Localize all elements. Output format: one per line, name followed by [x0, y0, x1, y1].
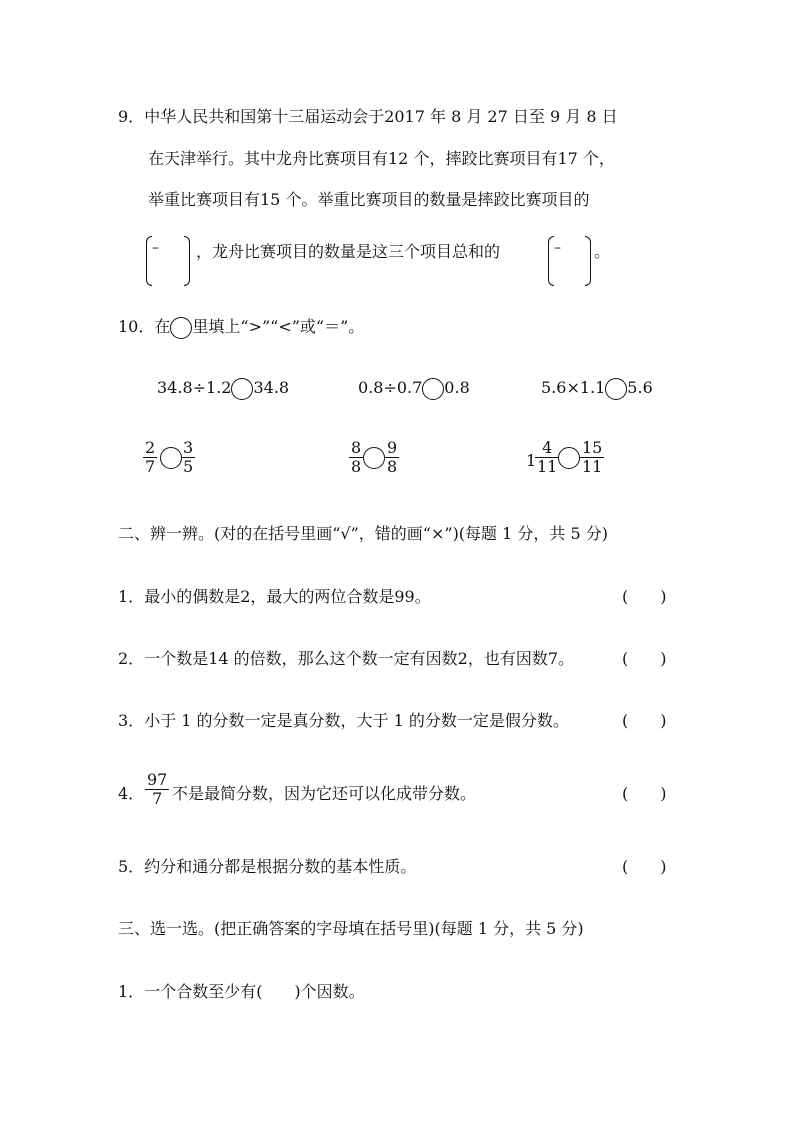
choice-item-1: 1．一个合数至少有( )个因数。 — [118, 982, 365, 1001]
q9-line1 — [118, 106, 618, 128]
fraction-right-2: $\frac{9}{8}$ — [387, 438, 398, 476]
q10-number: 10． — [118, 317, 155, 336]
q9-line3: 举重比赛项目有15 个。举重比赛项目的数量是摔跤比赛项目的 — [148, 190, 590, 209]
judge-item-1: 1．最小的偶数是2，最大的两位合数是99。 — [118, 587, 431, 606]
judge-item-4-number: 4． — [118, 784, 145, 803]
judge-item-3: 3．小于 1 的分数一定是真分数，大于 1 的分数一定是假分数。 — [118, 711, 569, 730]
section2-heading: 二、辨一辨。(对的在括号里画“√”，错的画“×”)(每题 1 分，共 5 分) — [118, 524, 608, 543]
compare-circle-6[interactable] — [558, 447, 580, 469]
answer-paren-4[interactable]: ( ) — [622, 784, 667, 803]
compare-item-3: 5.6×1.1 5.6 — [541, 377, 653, 400]
compare-circle-1[interactable] — [231, 378, 253, 400]
answer-paren-5[interactable]: ( ) — [622, 857, 667, 876]
q9-line4-end: 。 — [594, 242, 611, 261]
fraction-left-2: $\frac{8}{8}$ — [351, 438, 362, 476]
section3-heading: 三、选一选。(把正确答案的字母填在括号里)(每题 1 分，共 5 分) — [118, 919, 584, 938]
q9-line4: ，龙舟比赛项目的数量是这三个项目总和的 — [196, 242, 501, 261]
q9-line2: 在天津举行。其中龙舟比赛项目有12 个，摔跤比赛项目有17 个， — [148, 149, 615, 168]
compare-circle-4[interactable] — [160, 447, 182, 469]
q10-line: 10．在 里填上“>”“<”或“＝”。 — [118, 316, 364, 339]
q9-text-1: 中华人民共和国第十三届运动会于2017 年 8 月 27 日至 9 月 8 日 — [144, 107, 618, 126]
answer-paren-3[interactable]: ( ) — [622, 711, 667, 730]
judge-item-4: 不是最简分数，因为它还可以化成带分数。 — [172, 784, 477, 803]
answer-paren-2[interactable]: ( ) — [622, 649, 667, 668]
judge-item-5: 5．约分和通分都是根据分数的基本性质。 — [118, 857, 417, 876]
fraction-left-1: $\frac{2}{7}$ — [145, 438, 156, 476]
compare-item-2: 0.8÷0.7 0.8 — [358, 377, 470, 400]
compare-circle-3[interactable] — [605, 378, 627, 400]
compare-circle-2[interactable] — [422, 378, 444, 400]
fraction-blank-mark: – — [152, 240, 159, 256]
fraction-blank-right-bracket — [184, 236, 190, 286]
fraction-blank2-right-bracket — [585, 236, 591, 286]
answer-paren-1[interactable]: ( ) — [622, 587, 667, 606]
fraction-right-3: $\frac{15}{11}$ — [582, 438, 603, 476]
judge-item-4-fraction: $\frac{97}{7}$ — [147, 770, 168, 808]
compare-circle-5[interactable] — [363, 447, 385, 469]
fraction-left-3: $\frac{4}{11}$ — [537, 438, 558, 476]
fraction-right-1: $\frac{3}{5}$ — [183, 438, 194, 476]
compare-item-1: 34.8÷1.2 34.8 — [157, 377, 289, 400]
fraction-blank2-mark: – — [554, 240, 561, 256]
compare-circle-icon[interactable] — [170, 317, 192, 339]
judge-item-2: 2．一个数是14 的倍数，那么这个数一定有因数2，也有因数7。 — [118, 649, 574, 668]
mixed-whole: 1 — [526, 451, 537, 470]
q9-number: 9． — [118, 107, 145, 126]
